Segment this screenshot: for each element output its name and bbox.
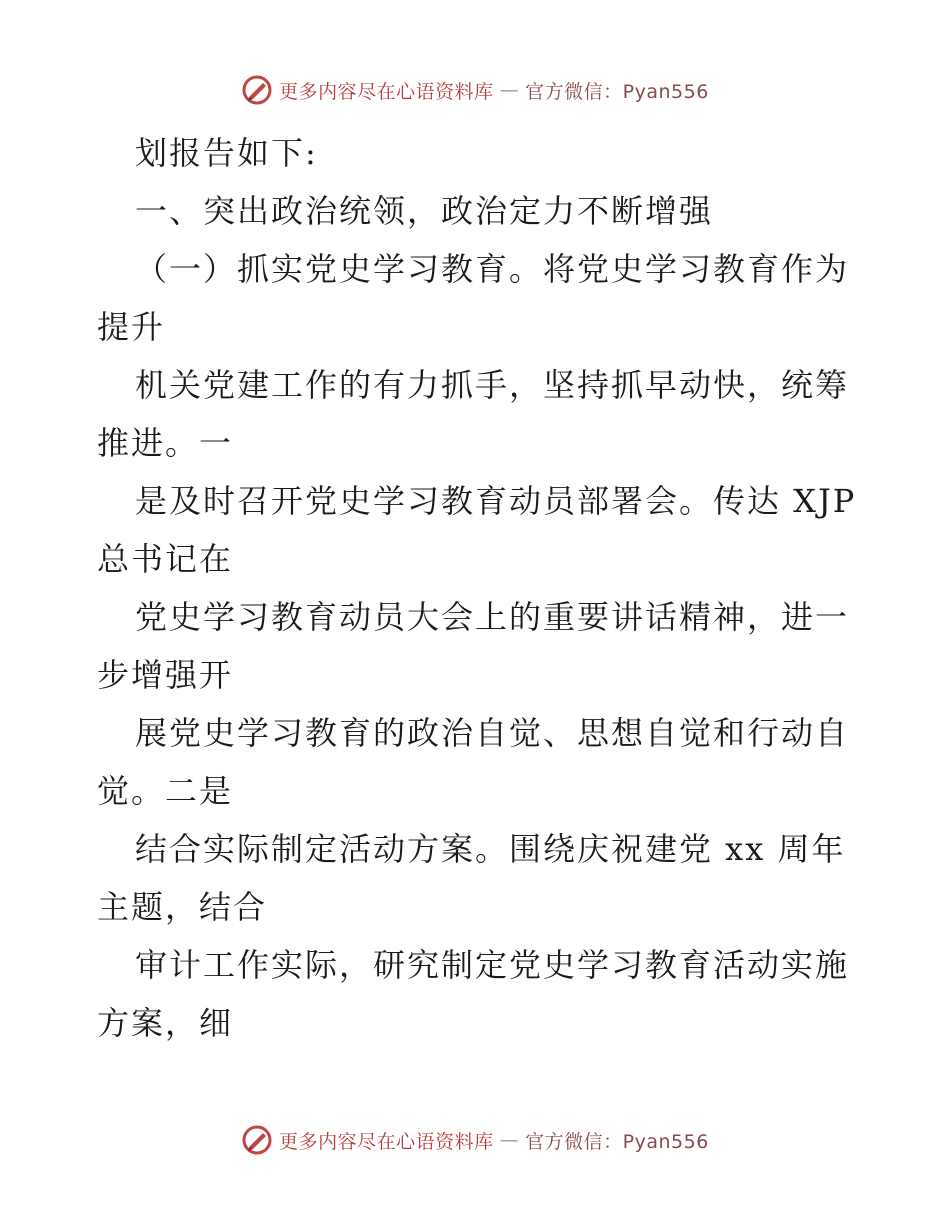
text-line: 觉。二是 xyxy=(97,772,234,810)
brand-logo-icon xyxy=(241,1124,273,1156)
text-line: 推进。一 xyxy=(97,424,234,462)
brand-logo-icon xyxy=(241,74,273,106)
text-line: 方案，细 xyxy=(97,1004,234,1042)
watermark-text: 更多内容尽在心语资料库 xyxy=(279,1130,494,1153)
text-line: 划报告如下: xyxy=(135,134,318,172)
watermark-contact: 官方微信：Pyan556 xyxy=(525,1130,709,1153)
text-line: 审计工作实际，研究制定党史学习教育活动实施 xyxy=(135,946,850,984)
text-line: 展党史学习教育的政治自觉、思想自觉和行动自 xyxy=(135,714,850,752)
text-line: 是及时召开党史学习教育动员部署会。传达 XJP xyxy=(135,482,857,520)
watermark-dash: — xyxy=(499,1129,520,1151)
header-watermark xyxy=(0,70,950,110)
watermark-dash: — xyxy=(499,79,520,101)
section-heading: 一、突出政治统领，政治定力不断增强 xyxy=(135,192,714,230)
watermark-contact: 官方微信：Pyan556 xyxy=(525,80,709,103)
text-line: （一）抓实党史学习教育。将党史学习教育作为 xyxy=(135,250,850,288)
footer-watermark xyxy=(0,1120,950,1160)
text-line: 党史学习教育动员大会上的重要讲话精神，进一 xyxy=(135,598,850,636)
text-line: 总书记在 xyxy=(97,540,234,578)
watermark-text: 更多内容尽在心语资料库 xyxy=(279,80,494,103)
text-line: 步增强开 xyxy=(97,656,234,694)
text-line: 提升 xyxy=(97,308,166,346)
text-line: 机关党建工作的有力抓手，坚持抓早动快，统筹 xyxy=(135,366,850,404)
text-line: 主题，结合 xyxy=(97,888,268,926)
text-line: 结合实际制定活动方案。围绕庆祝建党 xx 周年 xyxy=(135,830,846,868)
